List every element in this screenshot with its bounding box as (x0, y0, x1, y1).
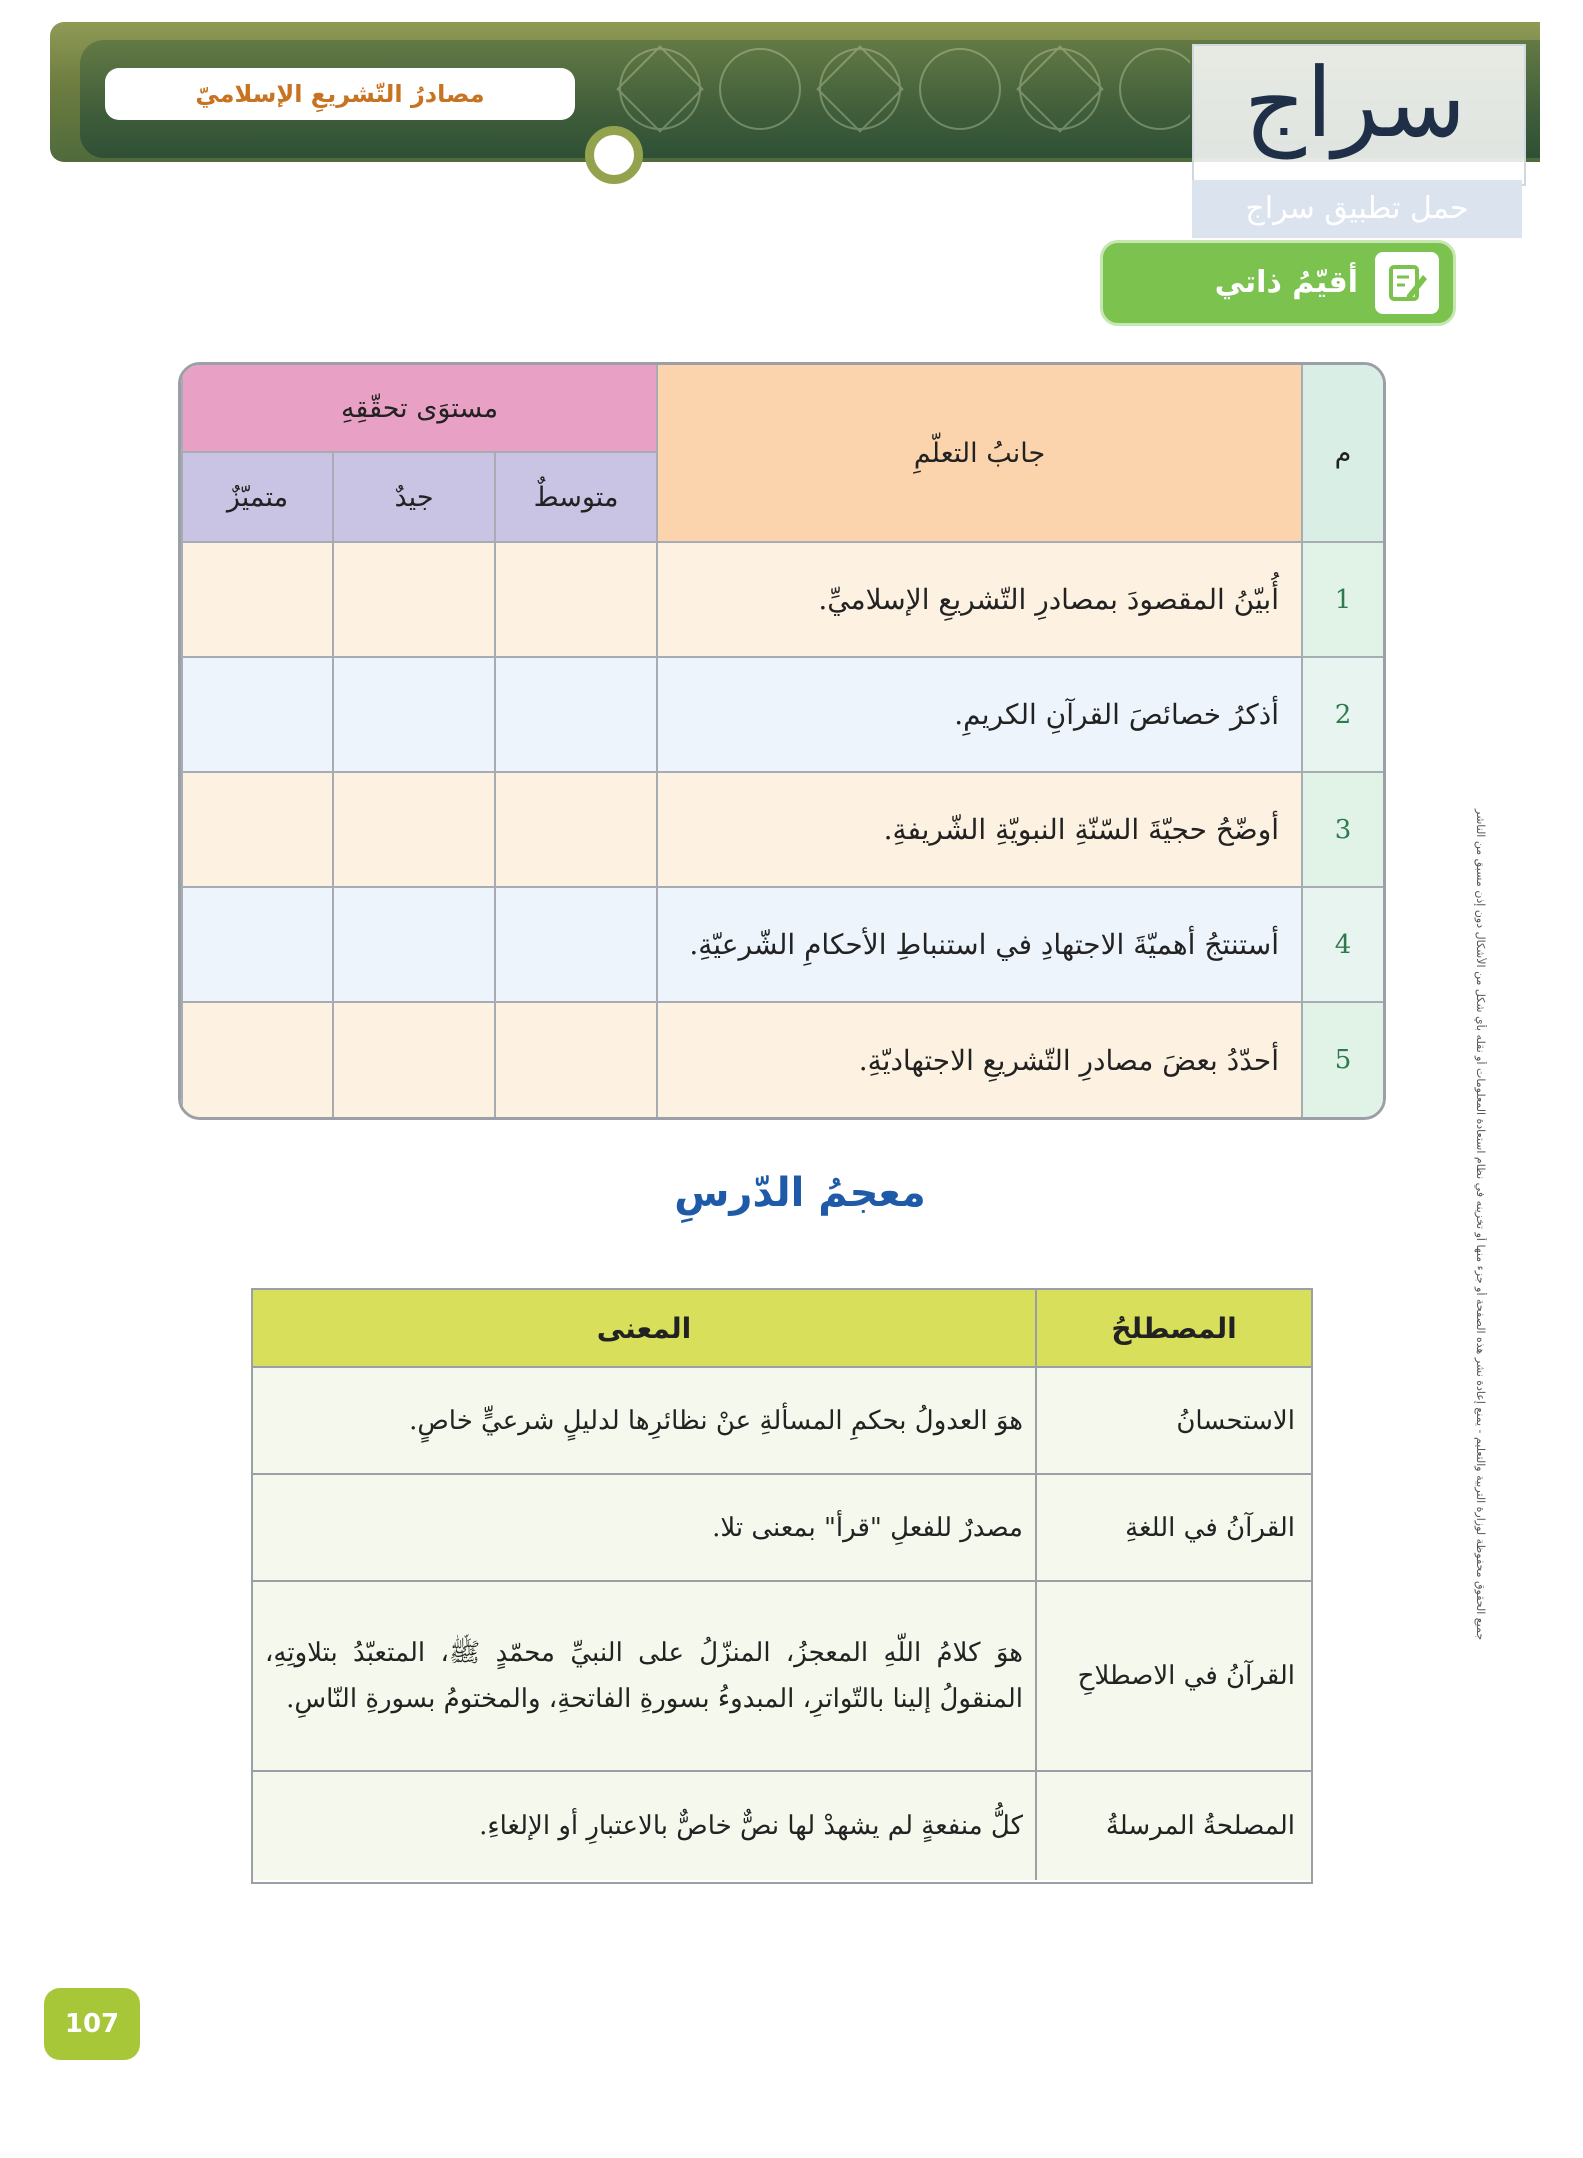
row-number: 3 (1301, 773, 1383, 888)
rating-cell-good[interactable] (332, 658, 494, 773)
rating-cell-excellent[interactable] (181, 888, 332, 1003)
rating-cell-average[interactable] (494, 658, 656, 773)
dictionary-term: القرآنُ في اللغةِ (1035, 1475, 1311, 1582)
copyright-side-note: جميع الحقوق محفوظة لوزارة التربية والتعليم - يمنع إعادة نشر هذه الصفحة أو جزء منها أو تخزينه في نظام استعادة المعلومات أو نقله بأي شكل من الأشكال دون إذن مسبق من الناشر (1474, 808, 1487, 1640)
level-excellent: متميّزٌ (181, 453, 332, 543)
learning-aspect: أوضّحُ حجيّةَ السّنّةِ النبويّةِ الشّريفةِ. (656, 773, 1301, 888)
banner-pattern (600, 24, 1190, 154)
rating-cell-good[interactable] (332, 543, 494, 658)
rating-cell-excellent[interactable] (181, 1003, 332, 1117)
lesson-dictionary-table (251, 1288, 1313, 1884)
learning-aspect: أذكرُ خصائصَ القرآنِ الكريمِ. (656, 658, 1301, 773)
dictionary-title: معجمُ الدّرسِ (674, 1170, 926, 1216)
dictionary-meaning: كلُّ منفعةٍ لم يشهدْ لها نصٌّ خاصٌّ بالاعتبارِ أو الإلغاءِ. (253, 1772, 1035, 1880)
learning-aspect: أحدّدُ بعضَ مصادرِ التّشريعِ الاجتهاديّةِ. (656, 1003, 1301, 1117)
dictionary-meaning: مصدرٌ للفعلِ "قرأ" بمعنى تلا. (253, 1475, 1035, 1582)
siraj-app-prompt[interactable]: حمل تطبيق سراج (1192, 180, 1522, 238)
dictionary-meaning: هوَ كلامُ اللّهِ المعجزُ، المنزّلُ على النبيِّ محمّدٍ ﷺ، المتعبّدُ بتلاوتِهِ، المنقولُ إلينا بالتّواترِ، المبدوءُ بسورةِ الفاتحةِ، والمختومُ بسورةِ النّاسِ. (253, 1582, 1035, 1772)
row-number: 4 (1301, 888, 1383, 1003)
col-header-number: م (1301, 365, 1383, 543)
rating-cell-good[interactable] (332, 1003, 494, 1117)
rating-cell-average[interactable] (494, 773, 656, 888)
rating-cell-average[interactable] (494, 543, 656, 658)
self-assessment-label: أقيّمُ ذاتي (1214, 265, 1358, 300)
col-header-aspect: جانبُ التعلّمِ (656, 365, 1301, 543)
page-number: 107 (44, 1988, 140, 2060)
rating-cell-average[interactable] (494, 888, 656, 1003)
siraj-logo: سراج (1243, 47, 1467, 159)
rating-cell-good[interactable] (332, 888, 494, 1003)
row-number: 1 (1301, 543, 1383, 658)
row-number: 2 (1301, 658, 1383, 773)
dictionary-meaning: هوَ العدولُ بحكمِ المسألةِ عنْ نظائرِها لدليلٍ شرعيٍّ خاصٍ. (253, 1368, 1035, 1475)
edit-note-icon (1375, 252, 1439, 314)
col-header-term: المصطلحُ (1035, 1290, 1311, 1368)
rating-cell-excellent[interactable] (181, 543, 332, 658)
learning-aspect: أستنتجُ أهميّةَ الاجتهادِ في استنباطِ الأحكامِ الشّرعيّةِ. (656, 888, 1301, 1003)
self-assessment-badge (1100, 240, 1456, 326)
rating-cell-average[interactable] (494, 1003, 656, 1117)
dictionary-term: المصلحةُ المرسلةُ (1035, 1772, 1311, 1880)
self-assessment-table (178, 362, 1386, 1120)
rating-cell-excellent[interactable] (181, 658, 332, 773)
banner-ring-ornament (585, 126, 643, 184)
row-number: 5 (1301, 1003, 1383, 1117)
rating-cell-good[interactable] (332, 773, 494, 888)
dictionary-term: الاستحسانُ (1035, 1368, 1311, 1475)
lesson-title: مصادرُ التّشريعِ الإسلاميّ (105, 68, 575, 120)
level-average: متوسطٌ (494, 453, 656, 543)
rating-cell-excellent[interactable] (181, 773, 332, 888)
col-header-meaning: المعنى (253, 1290, 1035, 1368)
level-good: جيدٌ (332, 453, 494, 543)
col-header-level: مستوَى تحقّقِهِ (181, 365, 656, 453)
learning-aspect: أُبيّنُ المقصودَ بمصادرِ التّشريعِ الإسلاميِّ. (656, 543, 1301, 658)
dictionary-term: القرآنُ في الاصطلاحِ (1035, 1582, 1311, 1772)
